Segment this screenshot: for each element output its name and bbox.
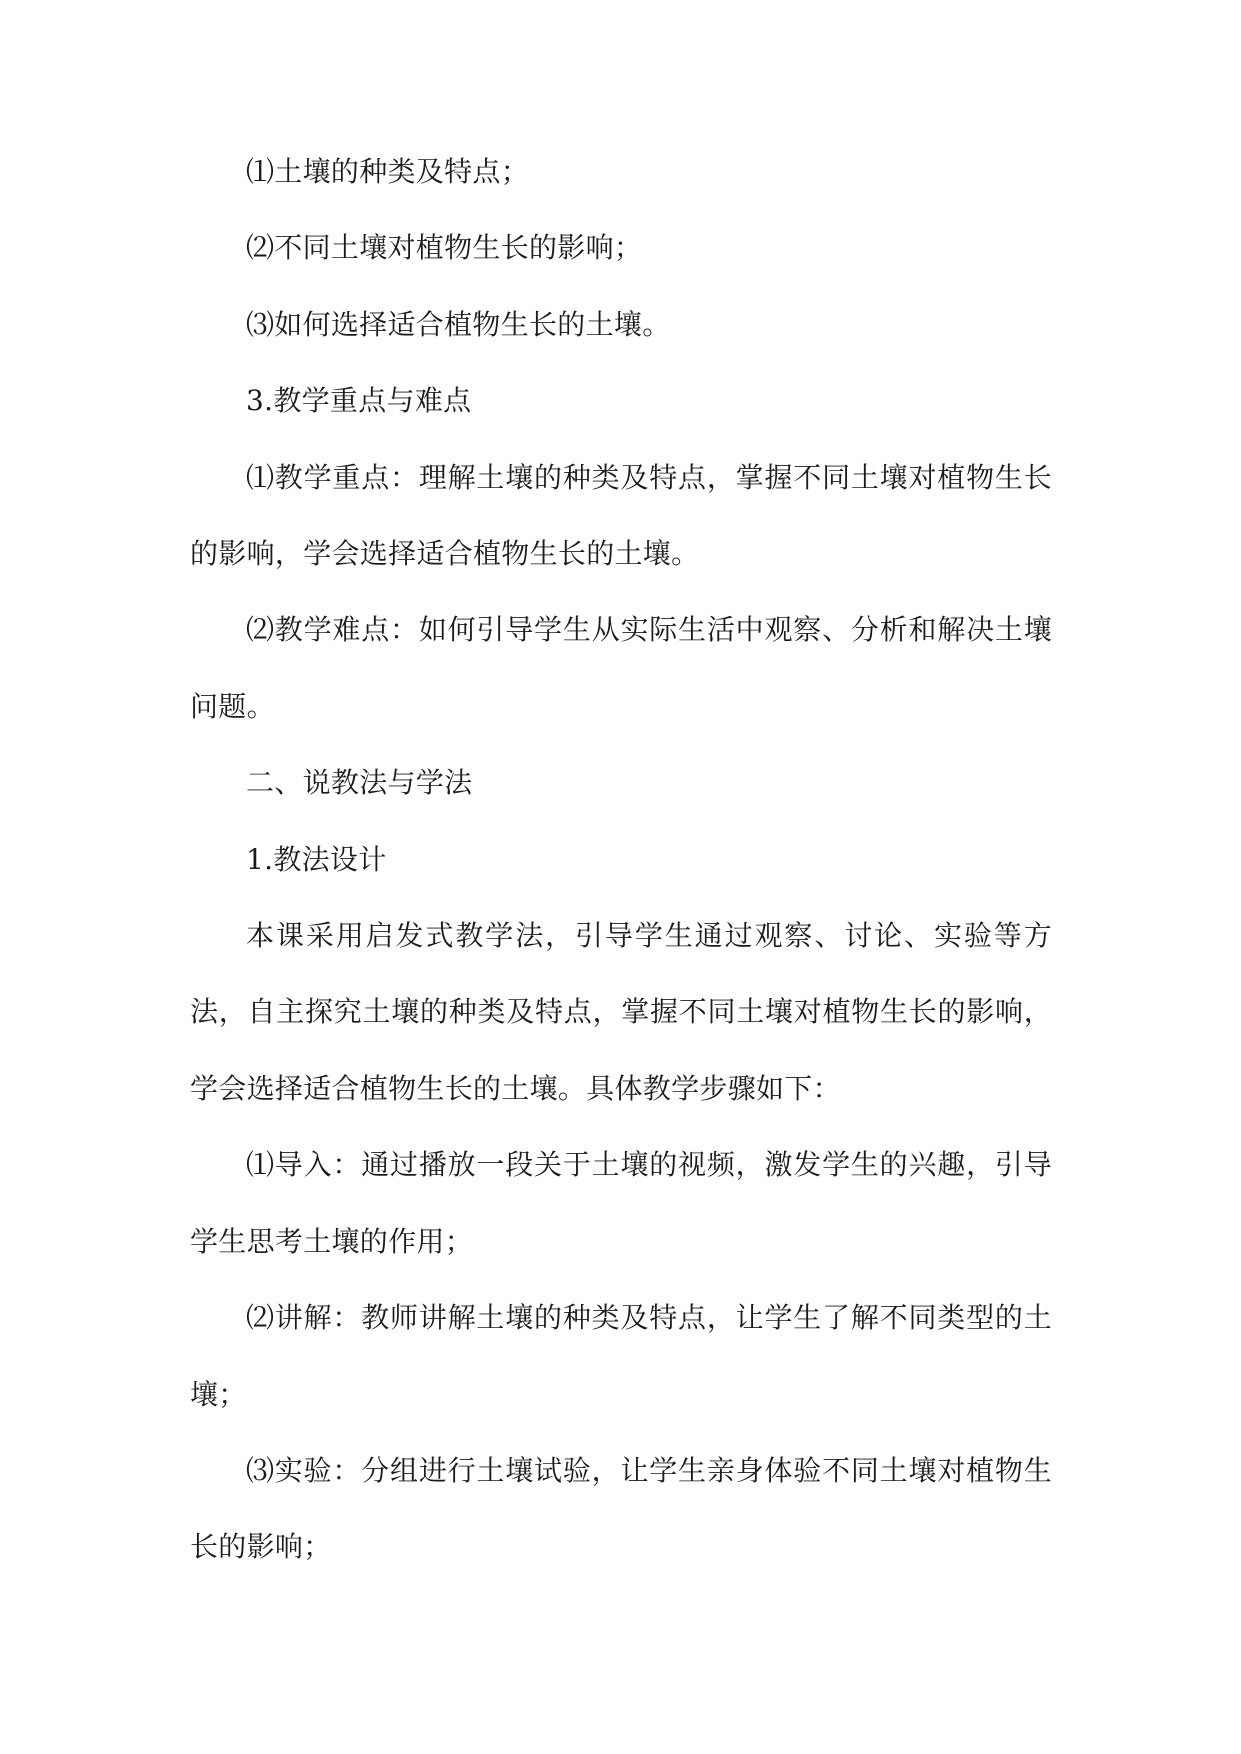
paragraph-list-item-3: ⑶如何选择适合植物生长的土壤。	[246, 307, 671, 341]
paragraph-list-item-1: ⑴土壤的种类及特点；	[246, 155, 530, 188]
paragraph-step-experiment: ⑶实验：分组进行土壤试验，让学生亲身体验不同土壤对植物生长的影响；	[190, 1453, 1052, 1564]
document-body	[190, 134, 1052, 1586]
paragraph-difficult-point: ⑵教学难点：如何引导学生从实际生活中观察、分析和解决土壤问题。	[190, 613, 1052, 723]
paragraph-teaching-method: 本课采用启发式教学法，引导学生通过观察、讨论、实验等方法，自主探究土壤的种类及特点，掌握不同土壤对植物生长的影响，学会选择适合植物生长的土壤。具体教学步骤如下：	[190, 919, 1052, 1105]
paragraph-key-point: ⑴教学重点：理解土壤的种类及特点，掌握不同土壤对植物生长的影响，学会选择适合植物生长的土壤。	[190, 460, 1052, 571]
paragraph-step-introduction: ⑴导入：通过播放一段关于土壤的视频，激发学生的兴趣，引导学生思考土壤的作用；	[190, 1148, 1052, 1258]
paragraph-step-explanation: ⑵讲解：教师讲解土壤的种类及特点，让学生了解不同类型的土壤；	[190, 1301, 1052, 1411]
section-heading-key-points: 3.教学重点与难点	[246, 384, 472, 418]
section-heading-methods: 二、说教法与学法	[246, 766, 473, 800]
subsection-heading-teaching-design: 1.教法设计	[246, 842, 387, 876]
paragraph-list-item-2: ⑵不同土壤对植物生长的影响；	[246, 231, 643, 265]
